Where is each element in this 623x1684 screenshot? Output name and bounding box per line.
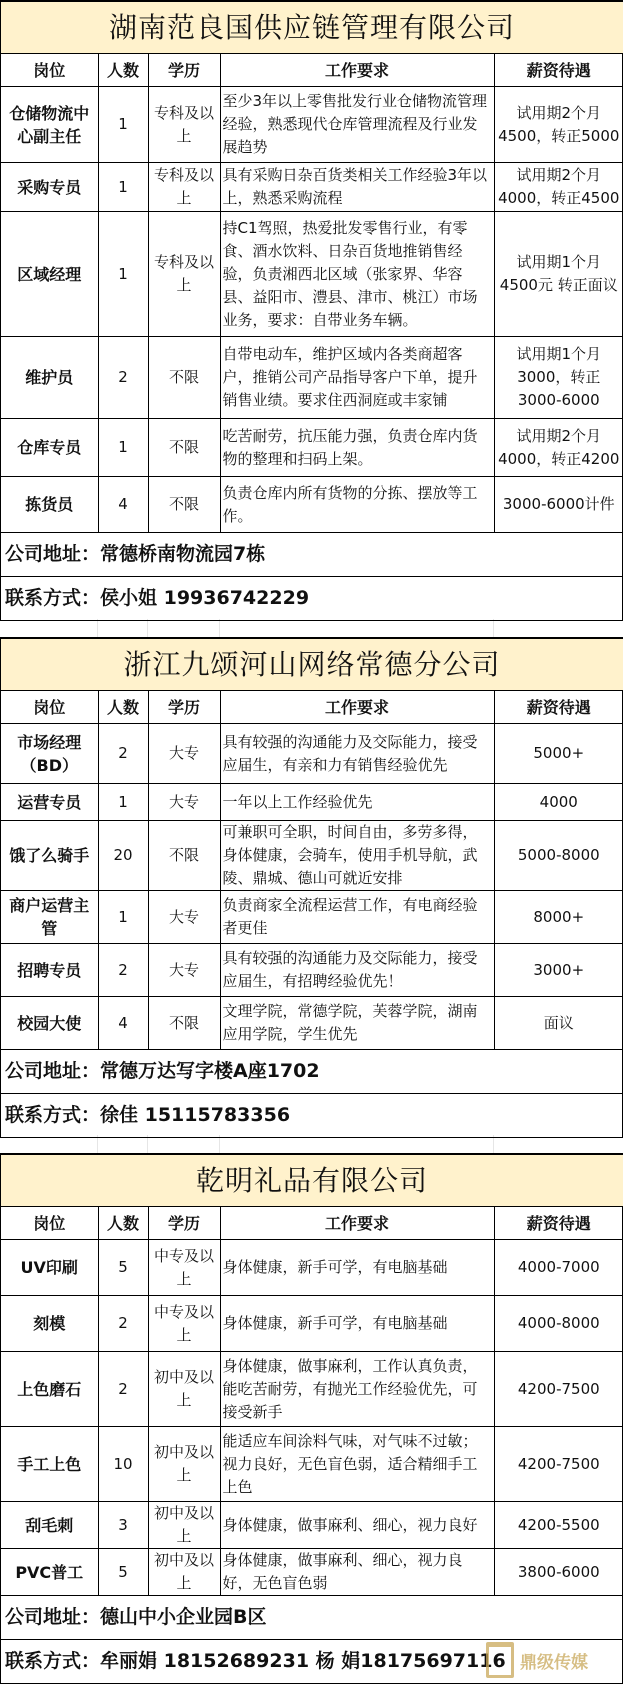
column-header-requirements: 工作要求	[220, 1207, 494, 1240]
job-count: 1	[98, 784, 148, 821]
job-requirements: 负责仓库内所有货物的分拣、摆放等工作。	[220, 477, 494, 533]
table-row	[1, 821, 623, 891]
table-row	[1, 724, 623, 784]
table-row	[1, 163, 623, 212]
job-count: 2	[98, 724, 148, 784]
column-header-salary: 薪资待遇	[494, 1207, 623, 1240]
job-table	[1, 638, 623, 1138]
job-position: PVC普工	[1, 1549, 98, 1596]
job-salary: 面议	[494, 997, 623, 1050]
job-count: 4	[98, 477, 148, 533]
column-header-salary: 薪资待遇	[494, 691, 623, 724]
job-salary: 试用期1个月3000，转正3000-6000	[494, 337, 623, 419]
watermark-text: 鼎级传媒	[520, 1652, 588, 1673]
table-row	[1, 1296, 623, 1352]
job-education: 大专	[148, 784, 220, 821]
job-count: 5	[98, 1549, 148, 1596]
job-salary: 试用期2个月4500，转正5000	[494, 87, 623, 163]
table-row	[1, 944, 623, 997]
job-position: 仓库专员	[1, 419, 98, 477]
job-education: 大专	[148, 891, 220, 944]
job-count: 4	[98, 997, 148, 1050]
job-salary: 5000+	[494, 724, 623, 784]
job-education: 初中及以上	[148, 1352, 220, 1427]
job-requirements: 身体健康，做事麻利、细心，视力良好，无色盲色弱	[220, 1549, 494, 1596]
job-requirements: 能适应车间涂料气味，对气味不过敏；视力良好，无色盲色弱，适合精细手工上色	[220, 1427, 494, 1502]
grid-line	[219, 619, 220, 637]
table-header-row	[1, 1207, 623, 1240]
table-header-row	[1, 691, 623, 724]
job-education: 初中及以上	[148, 1427, 220, 1502]
job-count: 1	[98, 163, 148, 212]
job-salary: 3000+	[494, 944, 623, 997]
table-row	[1, 87, 623, 163]
job-education: 不限	[148, 997, 220, 1050]
contact-row	[1, 577, 623, 621]
job-position: 市场经理（BD）	[1, 724, 98, 784]
job-position: 仓储物流中心副主任	[1, 87, 98, 163]
job-count: 3	[98, 1502, 148, 1549]
company-title-row	[1, 1155, 623, 1207]
job-education: 专科及以上	[148, 163, 220, 212]
company-address: 公司地址：常德桥南物流园7栋	[1, 533, 623, 577]
column-header-position: 岗位	[1, 1207, 98, 1240]
contact-row	[1, 1094, 623, 1138]
table-row	[1, 997, 623, 1050]
job-education: 中专及以上	[148, 1240, 220, 1296]
company-name: 浙江九颂河山网络常德分公司	[1, 639, 623, 691]
company-contact: 联系方式：牟丽娟 18152689231 杨 娟18175697116	[1, 1640, 623, 1684]
table-row	[1, 337, 623, 419]
job-education: 初中及以上	[148, 1502, 220, 1549]
job-salary: 3800-6000	[494, 1549, 623, 1596]
grid-line	[97, 619, 98, 637]
job-salary: 3000-6000计件	[494, 477, 623, 533]
job-salary: 5000-8000	[494, 821, 623, 891]
job-position: 刮毛刺	[1, 1502, 98, 1549]
job-education: 不限	[148, 337, 220, 419]
job-requirements: 文理学院，常德学院，芙蓉学院，湖南应用学院，学生优先	[220, 997, 494, 1050]
column-header-position: 岗位	[1, 54, 98, 87]
column-header-count: 人数	[98, 1207, 148, 1240]
column-header-requirements: 工作要求	[220, 691, 494, 724]
job-position: 商户运营主管	[1, 891, 98, 944]
section-gap	[0, 619, 623, 637]
table-row	[1, 1549, 623, 1596]
table-row	[1, 1352, 623, 1427]
job-education: 大专	[148, 944, 220, 997]
job-count: 5	[98, 1240, 148, 1296]
job-education: 专科及以上	[148, 212, 220, 337]
company-title-row	[1, 2, 623, 54]
job-position: 维护员	[1, 337, 98, 419]
job-count: 1	[98, 212, 148, 337]
table-row	[1, 477, 623, 533]
company-name: 湖南范良国供应链管理有限公司	[1, 2, 623, 54]
column-header-education: 学历	[148, 54, 220, 87]
job-table	[1, 1, 623, 621]
job-requirements: 具有较强的沟通能力及交际能力，接受应届生，有招聘经验优先！	[220, 944, 494, 997]
job-count: 2	[98, 944, 148, 997]
job-position: 上色磨石	[1, 1352, 98, 1427]
company-contact: 联系方式：侯小姐 19936742229	[1, 577, 623, 621]
table-row	[1, 891, 623, 944]
job-education: 初中及以上	[148, 1549, 220, 1596]
company-section	[0, 0, 623, 621]
job-count: 2	[98, 1352, 148, 1427]
job-salary: 4200-7500	[494, 1427, 623, 1502]
job-requirements: 一年以上工作经验优先	[220, 784, 494, 821]
job-position: 刻模	[1, 1296, 98, 1352]
job-requirements: 具有较强的沟通能力及交际能力，接受应届生，有亲和力有销售经验优先	[220, 724, 494, 784]
job-requirements: 自带电动车，维护区域内各类商超客户，推销公司产品指导客户下单，提升销售业绩。要求住西洞庭或丰家铺	[220, 337, 494, 419]
job-salary: 4200-5500	[494, 1502, 623, 1549]
job-position: 运营专员	[1, 784, 98, 821]
job-position: 招聘专员	[1, 944, 98, 997]
company-section	[0, 1153, 623, 1684]
table-row	[1, 419, 623, 477]
job-requirements: 至少3年以上零售批发行业仓储物流管理经验，熟悉现代仓库管理流程及行业发展趋势	[220, 87, 494, 163]
job-requirements: 具有采购日杂百货类相关工作经验3年以上，熟悉采购流程	[220, 163, 494, 212]
column-header-salary: 薪资待遇	[494, 54, 623, 87]
column-header-requirements: 工作要求	[220, 54, 494, 87]
company-address: 公司地址：德山中小企业园B区	[1, 1596, 623, 1640]
job-position: 拣货员	[1, 477, 98, 533]
job-education: 中专及以上	[148, 1296, 220, 1352]
table-row	[1, 784, 623, 821]
watermark	[486, 1642, 588, 1678]
job-position: 手工上色	[1, 1427, 98, 1502]
job-table	[1, 1154, 623, 1684]
job-count: 2	[98, 337, 148, 419]
job-requirements: 身体健康，新手可学，有电脑基础	[220, 1296, 494, 1352]
job-requirements: 负责商家全流程运营工作，有电商经验者更佳	[220, 891, 494, 944]
company-title-row	[1, 639, 623, 691]
job-salary: 4000-8000	[494, 1296, 623, 1352]
job-position: 区域经理	[1, 212, 98, 337]
column-header-count: 人数	[98, 54, 148, 87]
column-header-education: 学历	[148, 1207, 220, 1240]
job-education: 不限	[148, 477, 220, 533]
grid-line	[147, 619, 148, 637]
job-position: 采购专员	[1, 163, 98, 212]
job-requirements: 吃苦耐劳，抗压能力强，负责仓库内货物的整理和扫码上架。	[220, 419, 494, 477]
address-row	[1, 1050, 623, 1094]
job-salary: 试用期2个月4000，转正4200	[494, 419, 623, 477]
job-requirements: 身体健康，新手可学，有电脑基础	[220, 1240, 494, 1296]
job-count: 10	[98, 1427, 148, 1502]
job-salary: 4200-7500	[494, 1352, 623, 1427]
job-count: 1	[98, 891, 148, 944]
table-header-row	[1, 54, 623, 87]
job-education: 大专	[148, 724, 220, 784]
job-salary: 4000-7000	[494, 1240, 623, 1296]
job-count: 20	[98, 821, 148, 891]
company-contact: 联系方式：徐佳 15115783356	[1, 1094, 623, 1138]
column-header-count: 人数	[98, 691, 148, 724]
company-name: 乾明礼品有限公司	[1, 1155, 623, 1207]
address-row	[1, 1596, 623, 1640]
job-position: UV印刷	[1, 1240, 98, 1296]
job-requirements: 可兼职可全职，时间自由，多劳多得，身体健康，会骑车，使用手机导航，武陵、鼎城、德山可就近安排	[220, 821, 494, 891]
job-requirements: 持C1驾照，热爱批发零售行业，有零食、酒水饮料、日杂百货地推销售经验，负责湘西北区域（张家界、华容县、益阳市、澧县、津市、桃江）市场业务，要求：自带业务车辆。	[220, 212, 494, 337]
job-salary: 试用期1个月 4500元 转正面议	[494, 212, 623, 337]
watermark-logo-icon	[486, 1642, 514, 1678]
column-header-education: 学历	[148, 691, 220, 724]
job-education: 专科及以上	[148, 87, 220, 163]
table-row	[1, 1240, 623, 1296]
job-salary: 8000+	[494, 891, 623, 944]
table-row	[1, 1502, 623, 1549]
table-row	[1, 212, 623, 337]
job-count: 1	[98, 419, 148, 477]
job-position: 校园大使	[1, 997, 98, 1050]
job-salary: 4000	[494, 784, 623, 821]
job-education: 不限	[148, 821, 220, 891]
company-section	[0, 637, 623, 1138]
job-requirements: 身体健康，做事麻利，工作认真负责，能吃苦耐劳，有抛光工作经验优先，可接受新手	[220, 1352, 494, 1427]
column-header-position: 岗位	[1, 691, 98, 724]
job-count: 1	[98, 87, 148, 163]
job-requirements: 身体健康，做事麻利、细心，视力良好	[220, 1502, 494, 1549]
company-address: 公司地址：常德万达写字楼A座1702	[1, 1050, 623, 1094]
job-count: 2	[98, 1296, 148, 1352]
table-row	[1, 1427, 623, 1502]
address-row	[1, 533, 623, 577]
job-position: 饿了么骑手	[1, 821, 98, 891]
grid-line	[493, 619, 494, 637]
job-education: 不限	[148, 419, 220, 477]
job-salary: 试用期2个月4000，转正4500	[494, 163, 623, 212]
